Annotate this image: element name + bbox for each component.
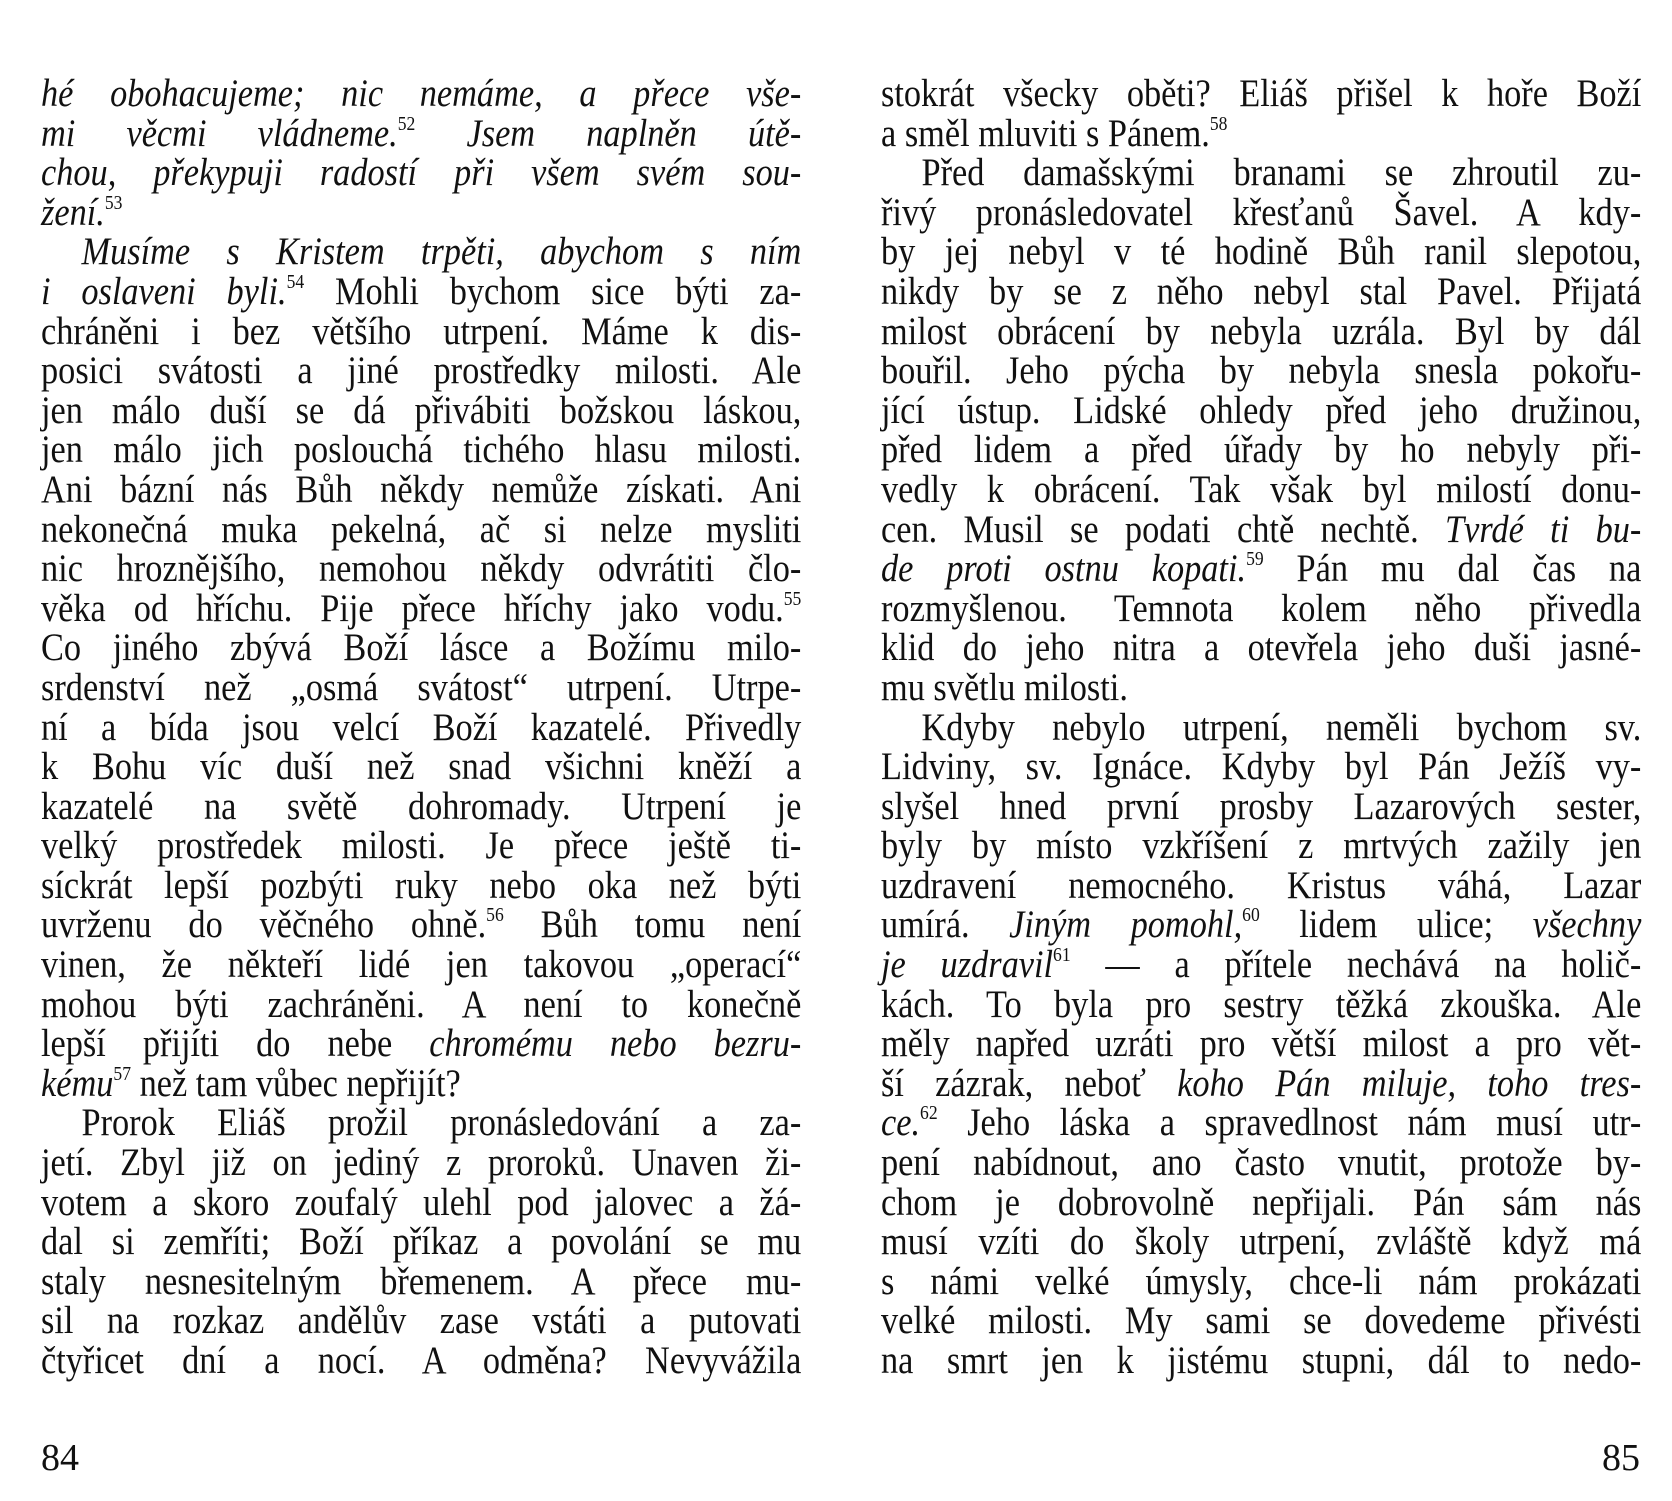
text-line	[881, 1259, 1642, 1303]
body-text: by jej nebyl v té hodině Bůh ranil slepotou,	[881, 230, 1642, 274]
text-line	[41, 153, 801, 193]
body-text: Před damašskými branami se zhroutil zu-	[921, 151, 1642, 195]
body-text: lidem ulice;	[1259, 903, 1533, 947]
text-line	[41, 190, 801, 234]
body-text: posici svátosti a jiné prostředky milosti. Ale	[41, 349, 802, 393]
italic-text: Jsem naplněn útě-	[415, 111, 802, 155]
body-text: Jeho láska a spravedlnost nám musí utr-	[937, 1101, 1642, 1145]
body-text: Ani bázní nás Bůh někdy nemůže získati. Ani	[41, 467, 802, 511]
left-page-text-column	[41, 74, 801, 1381]
text-line	[881, 351, 1641, 391]
text-line	[41, 467, 802, 511]
text-line	[41, 747, 801, 787]
text-line	[881, 1341, 1641, 1381]
body-text: Kdyby nebylo utrpení, neměli bychom sv.	[921, 705, 1642, 749]
body-text: velký prostředek milosti. Je přece ještě ti-	[41, 824, 802, 868]
page-number-left: 84	[41, 1437, 79, 1479]
text-line	[41, 945, 801, 985]
body-text: chom je dobrovolně nepřijali. Pán sám nás	[881, 1180, 1642, 1224]
body-text: stokrát všecky oběti? Eliáš přišel k hoře Boží	[881, 72, 1642, 115]
body-text: Prorok Eliáš prožil pronásledování a za-	[81, 1101, 802, 1145]
italic-text: Jiným pomohl,	[1009, 903, 1243, 947]
text-line	[41, 507, 802, 551]
italic-text: ce.	[881, 1101, 921, 1145]
body-text: před lidem a před úřady by ho nebyly při-	[881, 428, 1642, 472]
text-line	[881, 74, 1641, 114]
text-line	[881, 153, 1641, 193]
body-text: byly by místo vzkříšení z mrtvých zažily jen	[881, 824, 1642, 868]
body-text: jen málo jich poslouchá tichého hlasu milosti.	[41, 428, 802, 472]
footnote-reference: 56	[486, 904, 504, 927]
body-text: kazatelé na světě dohromady. Utrpení je	[41, 784, 802, 828]
body-text: — a přítele nechává na holič-	[1070, 943, 1642, 987]
body-text: klid do jeho nitra a otevřela jeho duši jasné-	[881, 626, 1642, 670]
text-line	[881, 665, 1641, 709]
text-line	[881, 945, 1641, 985]
text-line	[41, 111, 802, 155]
text-line	[881, 309, 1642, 353]
italic-text: všechny	[1532, 903, 1642, 947]
text-line	[41, 1259, 802, 1303]
body-text: k Bohu víc duší než snad všichni kněží a	[41, 745, 802, 789]
body-text: sil na rozkaz andělův zase vstáti a putovati	[41, 1299, 802, 1343]
text-line	[881, 269, 1642, 313]
text-line	[41, 549, 801, 589]
footnote-reference: 54	[286, 270, 305, 293]
text-line	[881, 549, 1641, 589]
body-text: jící ústup. Lidské ohledy před jeho družinou,	[881, 388, 1642, 432]
body-text: než tam vůbec nepřijít?	[131, 1061, 461, 1105]
footnote-reference: 52	[397, 112, 416, 135]
text-line	[881, 190, 1642, 234]
text-line	[881, 826, 1641, 866]
body-text: dal si zemříti; Boží příkaz a povolání se mu	[41, 1220, 802, 1264]
body-text: milost obrácení by nebyla uzrála. Byl by dál	[881, 309, 1642, 353]
text-line	[881, 863, 1642, 907]
text-line	[41, 269, 802, 313]
body-text: velké milosti. My sami se dovedeme přivésti	[881, 1299, 1642, 1343]
text-line	[41, 1024, 801, 1064]
text-line	[881, 1143, 1641, 1183]
body-text: umírá.	[881, 903, 1010, 947]
body-text: Mohli bychom sice býti za-	[304, 269, 802, 313]
text-line	[881, 388, 1642, 432]
text-line	[881, 784, 1642, 828]
body-text: a směl mluviti s Pánem.	[881, 111, 1210, 155]
text-line	[881, 628, 1641, 668]
text-line	[881, 905, 1641, 945]
text-line	[41, 784, 802, 828]
right-page-text-column	[881, 74, 1641, 1381]
footnote-reference: 57	[113, 1062, 132, 1085]
text-line	[881, 232, 1641, 272]
text-line	[41, 74, 801, 114]
body-text: Pán mu dal čas na	[1263, 547, 1642, 591]
italic-text: je uzdravil	[881, 943, 1054, 987]
body-text: bouřil. Jeho pýcha by nebyla snesla pokořu-	[881, 349, 1642, 393]
text-line	[41, 1222, 801, 1262]
italic-text: mi věcmi vládneme.	[41, 111, 398, 155]
body-text: cen. Musil se podati chtě nechtě.	[881, 507, 1446, 551]
italic-text: žení.	[41, 190, 105, 234]
italic-text: Tvrdé ti bu-	[1445, 507, 1642, 551]
italic-text: Musíme s Kristem trpěti, abychom s ním	[81, 230, 802, 274]
body-text: věka od hříchu. Pije přece hříchy jako vodu.	[41, 586, 784, 630]
body-text: Co jiného zbývá Boží lásce a Božímu milo-	[41, 626, 802, 670]
text-line	[41, 1061, 801, 1105]
body-text: nic hroznějšího, nemohou někdy odvrátiti člo-	[41, 547, 802, 591]
body-text: mohou býti zachráněni. A není to konečně	[41, 982, 802, 1026]
text-line	[41, 430, 801, 470]
italic-text: chromému nebo bezru-	[429, 1022, 802, 1066]
text-line	[881, 982, 1642, 1026]
body-text: ní a bída jsou velcí Boží kazatelé. Přivedly	[41, 705, 802, 749]
body-text: vedly k obrácení. Tak však byl milostí donu-	[881, 467, 1642, 511]
italic-text: koho Pán miluje, toho tres-	[1177, 1061, 1642, 1105]
body-text: uvrženu do věčného ohně.	[41, 903, 487, 947]
text-line	[41, 826, 801, 866]
footnote-reference: 55	[783, 587, 802, 610]
text-line	[41, 309, 802, 353]
text-line	[881, 507, 1642, 551]
text-line	[881, 111, 1641, 155]
text-line	[881, 430, 1641, 470]
text-line	[41, 1103, 801, 1143]
body-text: s námi velké úmysly, chce-li nám prokázati	[881, 1259, 1642, 1303]
body-text: ší zázrak, neboť	[881, 1061, 1178, 1105]
text-line	[881, 1301, 1641, 1341]
body-text: uzdravení nemocného. Kristus váhá, Lazar	[881, 863, 1642, 907]
text-line	[41, 705, 802, 749]
body-text: lepší přijíti do nebe	[41, 1022, 430, 1066]
text-line	[881, 586, 1642, 630]
text-line	[41, 905, 801, 945]
footnote-reference: 58	[1209, 112, 1228, 135]
body-text: kách. To byla pro sestry těžká zkouška. Ale	[881, 982, 1642, 1026]
text-line	[41, 1143, 801, 1183]
text-line	[41, 628, 801, 668]
body-text: mu světlu milosti.	[881, 665, 1128, 709]
body-text: nekonečná muka pekelná, ač si nelze mysliti	[41, 507, 802, 551]
body-text: Bůh tomu není	[503, 903, 802, 947]
text-line	[41, 863, 802, 907]
body-text: rozmyšlenou. Temnota kolem něho přivedla	[881, 586, 1642, 630]
italic-text: hé obohacujeme; nic nemáme, a přece vše-	[41, 72, 802, 115]
body-text: na smrt jen k jistému stupni, dál to nedo-	[881, 1339, 1642, 1382]
body-text: slyšel hned první prosby Lazarových sester,	[881, 784, 1642, 828]
footnote-reference: 61	[1053, 944, 1071, 967]
italic-text: chou, překypuji radostí při všem svém sou-	[41, 151, 802, 195]
text-line	[41, 351, 801, 391]
body-text: čtyřicet dní a nocí. A odměna? Nevyvážila	[41, 1339, 802, 1382]
body-text: Lidviny, sv. Ignáce. Kdyby byl Pán Ježíš vy-	[881, 745, 1642, 789]
body-text: řivý pronásledovatel křesťanů Šavel. A kdy-	[881, 190, 1642, 234]
text-line	[881, 1222, 1641, 1262]
body-text: jetí. Zbyl již on jediný z proroků. Unaven ži-	[41, 1141, 802, 1185]
text-line	[41, 232, 801, 272]
body-text: nikdy by se z něho nebyl stal Pavel. Přijatá	[881, 269, 1642, 313]
body-text: měly napřed uzráti pro větší milost a pro vět-	[881, 1022, 1642, 1066]
body-text: srdenství než „osmá svátost“ utrpení. Utrpe-	[41, 665, 802, 709]
footnote-reference: 53	[104, 191, 123, 214]
page-number-right: 85	[1602, 1437, 1640, 1479]
body-text: jen málo duší se dá přivábiti božskou láskou,	[41, 388, 802, 432]
footnote-reference: 59	[1246, 548, 1264, 571]
footnote-reference: 60	[1242, 904, 1260, 927]
text-line	[881, 1061, 1642, 1105]
text-line	[41, 1341, 801, 1381]
italic-text: kému	[41, 1061, 114, 1105]
body-text: votem a skoro zoufalý ulehl pod jalovec a žá-	[41, 1180, 802, 1224]
body-text: chráněni i bez většího utrpení. Máme k dis-	[41, 309, 802, 353]
text-line	[881, 1024, 1641, 1064]
body-text: musí vzíti do školy utrpení, zvláště když má	[881, 1220, 1642, 1264]
body-text: pení nabídnout, ano často vnutit, protože by-	[881, 1141, 1642, 1185]
text-line	[41, 586, 802, 630]
text-line	[41, 388, 802, 432]
italic-text: i oslaveni byli.	[41, 269, 287, 313]
body-text: staly nesnesitelným břemenem. A přece mu-	[41, 1259, 802, 1303]
text-line	[41, 1180, 802, 1224]
text-line	[41, 1301, 801, 1341]
body-text: vinen, že někteří lidé jen takovou „operací“	[41, 943, 802, 987]
text-line	[41, 982, 802, 1026]
italic-text: de proti ostnu kopati.	[881, 547, 1247, 591]
body-text: síckrát lepší pozbýti ruky nebo oka než býti	[41, 863, 802, 907]
text-line	[881, 705, 1642, 749]
footnote-reference: 62	[920, 1102, 938, 1125]
text-line	[881, 1180, 1642, 1224]
text-line	[881, 747, 1641, 787]
text-line	[881, 467, 1642, 511]
text-line	[41, 665, 802, 709]
text-line	[881, 1103, 1641, 1143]
